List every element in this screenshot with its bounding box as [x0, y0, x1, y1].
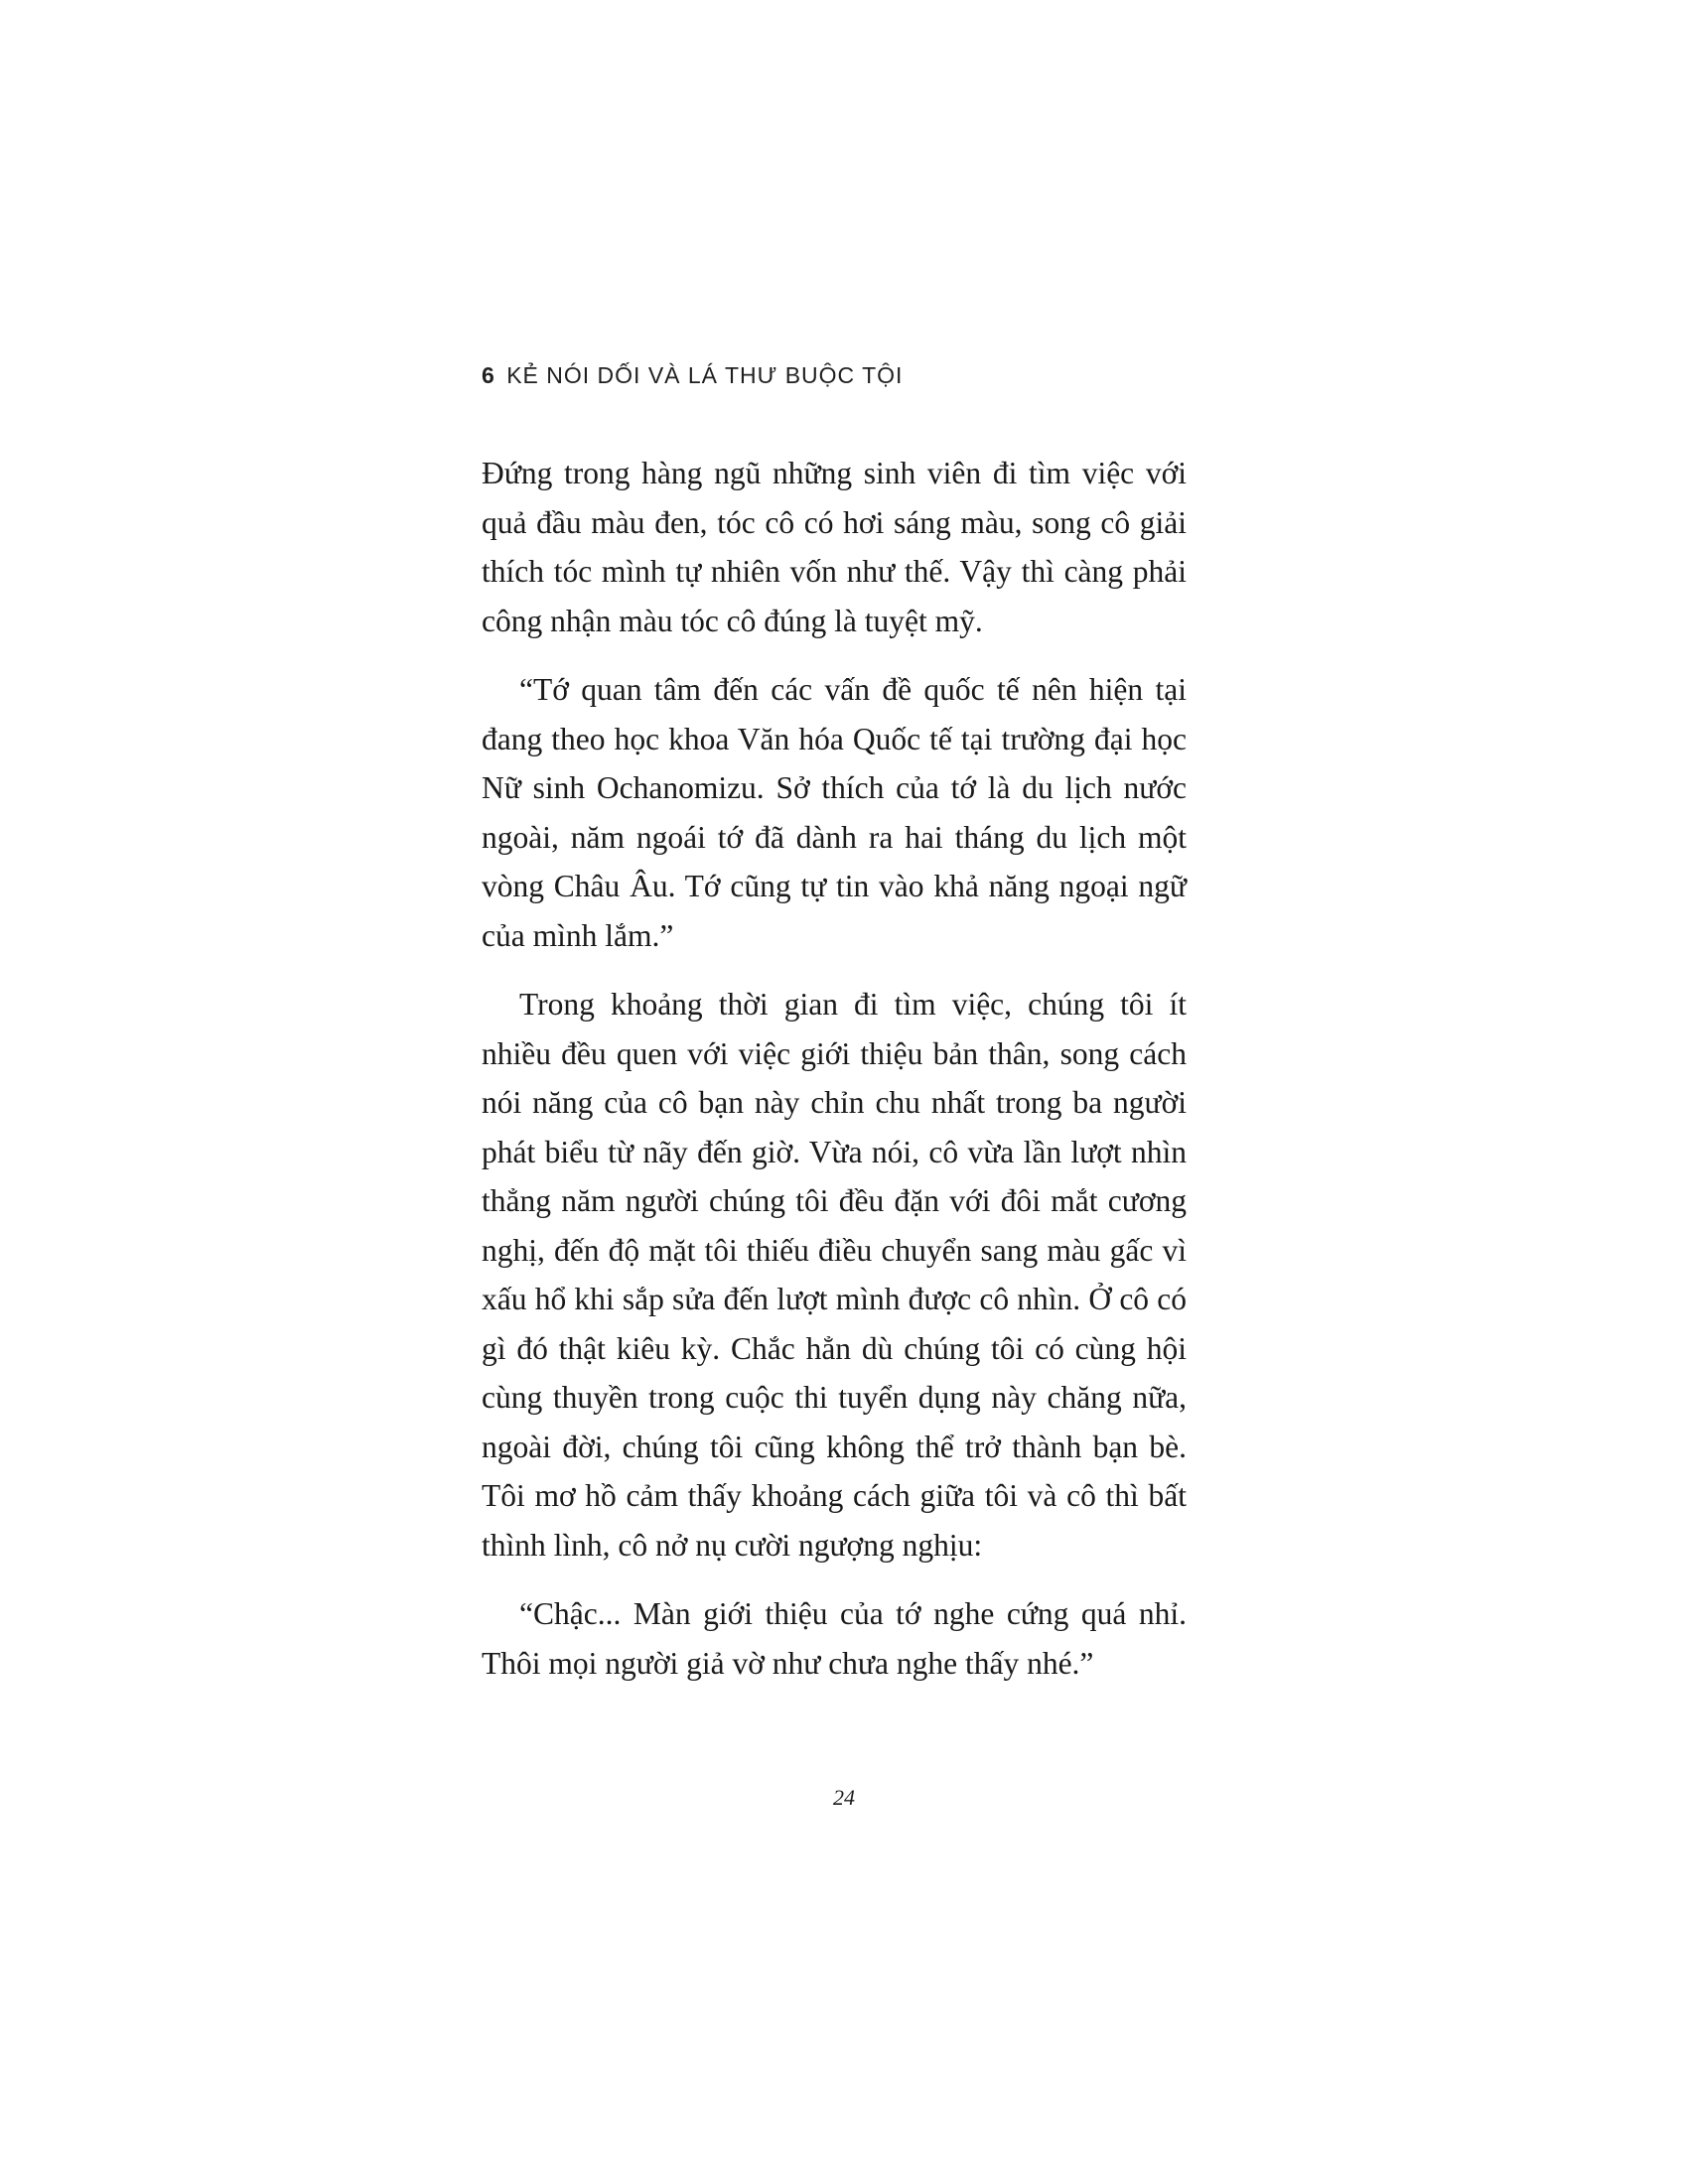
- body-text: [482, 449, 1187, 1707]
- page-number: 24: [833, 1785, 855, 1810]
- chapter-number: 6: [482, 362, 495, 388]
- paragraph: “Chậc... Màn giới thiệu của tớ nghe cứng quá nhỉ. Thôi mọi người giả vờ như chưa nghe thấy nhé.”: [482, 1596, 1187, 1681]
- paragraph: Đứng trong hàng ngũ những sinh viên đi tìm việc với quả đầu màu đen, tóc cô có hơi sáng màu, song cô giải thích tóc mình tự nhiên vốn như thế. Vậy thì càng phải công nhận màu tóc cô đúng là tuyệt mỹ.: [482, 456, 1187, 638]
- chapter-title: KẺ NÓI DỐI VÀ LÁ THƯ BUỘC TỘI: [506, 362, 904, 388]
- paragraph: “Tớ quan tâm đến các vấn đề quốc tế nên hiện tại đang theo học khoa Văn hóa Quốc tế tại trường đại học Nữ sinh Ochanomizu. Sở thích của tớ là du lịch nước ngoài, năm ngoái tớ đã dành ra hai tháng du lịch một vòng Châu Âu. Tớ cũng tự tin vào khả năng ngoại ngữ của mình lắm.”: [482, 672, 1187, 953]
- running-head: [482, 362, 903, 389]
- paragraph: Trong khoảng thời gian đi tìm việc, chúng tôi ít nhiều đều quen với việc giới thiệu bản thân, song cách nói năng của cô bạn này chỉn chu nhất trong ba người phát biểu từ nãy đến giờ. Vừa nói, cô vừa lần lượt nhìn thẳng năm người chúng tôi đều đặn với đôi mắt cương nghị, đến độ mặt tôi thiếu điều chuyển sang màu gấc vì xấu hổ khi sắp sửa đến lượt mình được cô nhìn. Ở cô có gì đó thật kiêu kỳ. Chắc hẳn dù chúng tôi có cùng hội cùng thuyền trong cuộc thi tuyển dụng này chăng nữa, ngoài đời, chúng tôi cũng không thể trở thành bạn bè. Tôi mơ hồ cảm thấy khoảng cách giữa tôi và cô thì bất thình lình, cô nở nụ cười ngượng nghịu:: [482, 987, 1187, 1563]
